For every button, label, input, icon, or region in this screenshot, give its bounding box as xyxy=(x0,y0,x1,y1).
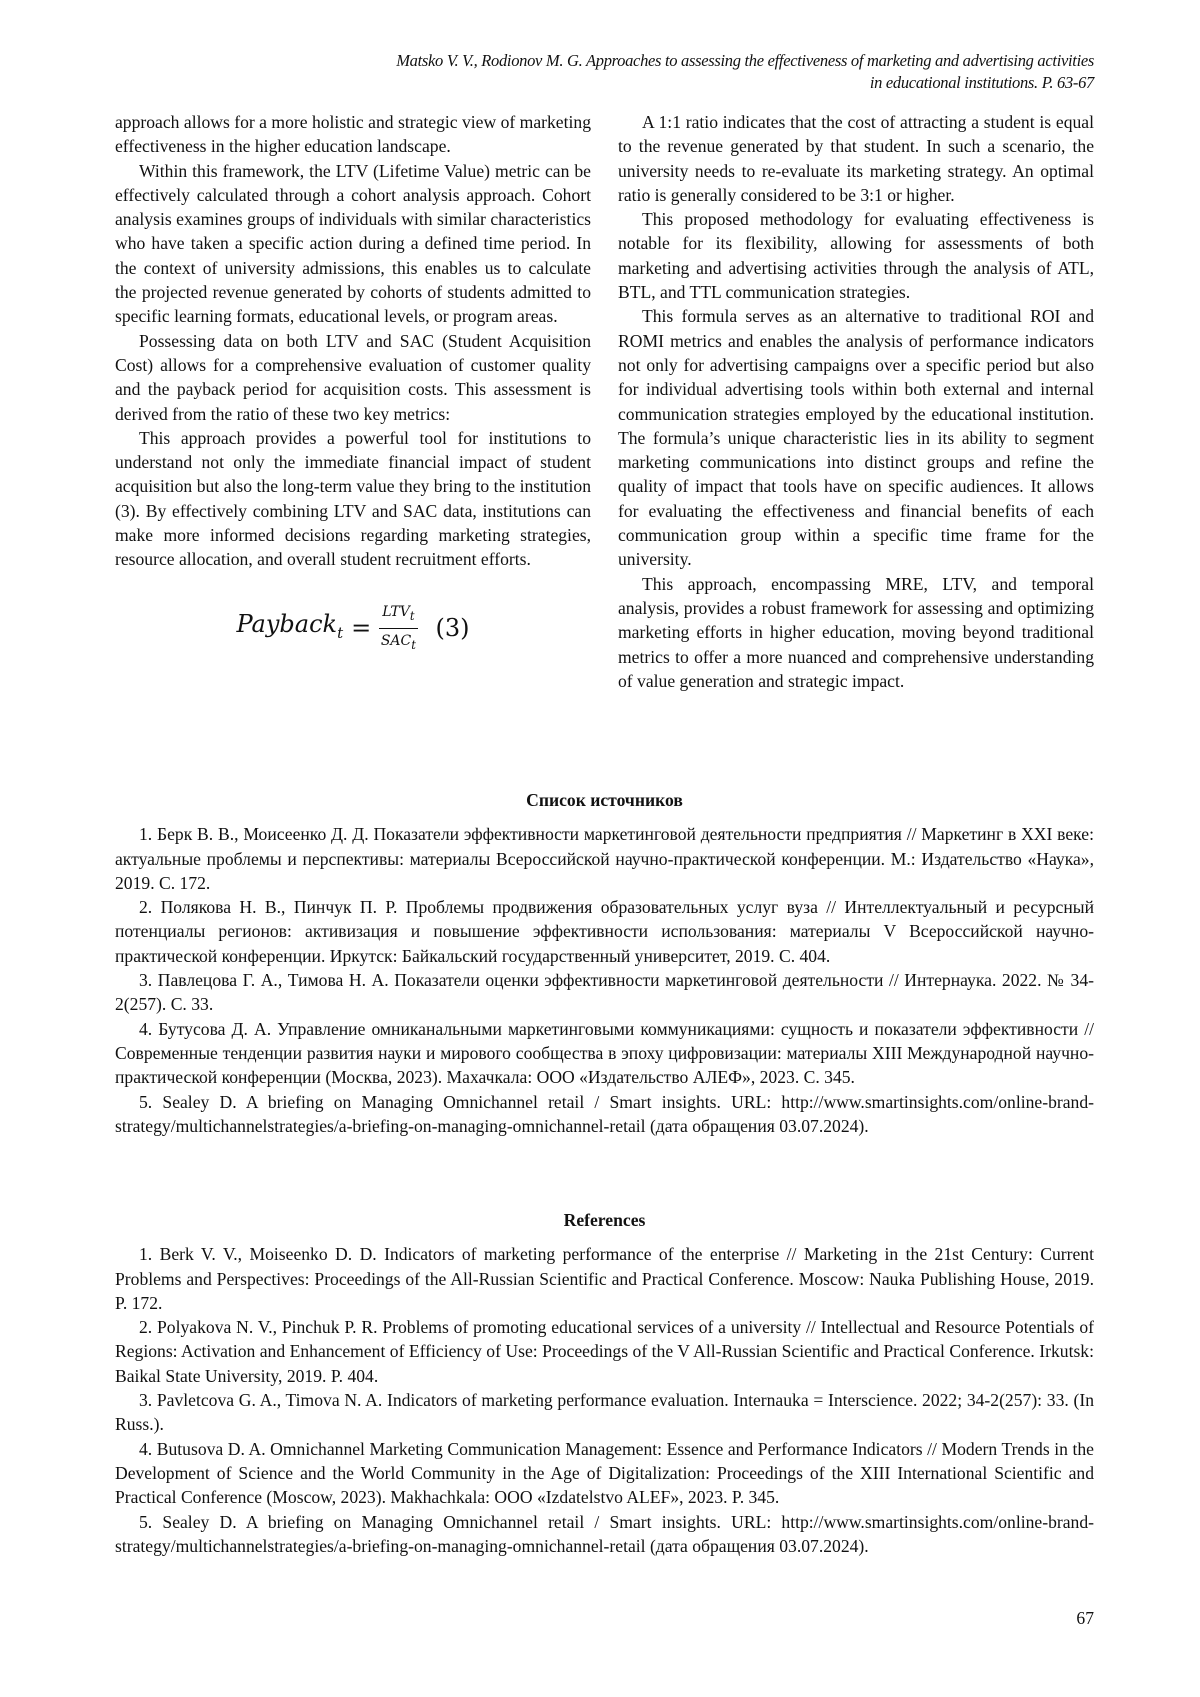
payback-formula: Paybackt = LTVt SACt (3) xyxy=(115,594,591,664)
reference-item: 2. Polyakova N. V., Pinchuk P. R. Problems of promoting educational services of a university // Intellectual and Resource Potentials of Regions: Activation and Enhancement of Efficiency of Use: Proceedings of the V All-Russian Scientific and Practical Conference. Irkutsk: Baikal State University, 2019. P. 404. xyxy=(115,1315,1094,1388)
paragraph: This proposed methodology for evaluating effectiveness is notable for its flexibility, allowing for assessments of both marketing and advertising activities through the analysis of ATL, BTL, and TTL communication strategies. xyxy=(618,207,1094,304)
reference-item: 3. Павлецова Г. А., Тимова Н. А. Показатели оценки эффективности маркетинговой деятельности // Интернаука. 2022. № 34-2(257). С. 33. xyxy=(115,968,1094,1017)
paragraph: A 1:1 ratio indicates that the cost of attracting a student is equal to the revenue generated by that student. In such a scenario, the university needs to re-evaluate its marketing strategy. An optimal ratio is generally considered to be 3:1 or higher. xyxy=(618,110,1094,207)
paragraph: This approach, encompassing MRE, LTV, and temporal analysis, provides a robust framework for assessing and optimizing marketing efforts in higher education, moving beyond traditional metrics to offer a more nuanced and comprehensive understanding of value generation and strategic impact. xyxy=(618,572,1094,693)
paragraph: Within this framework, the LTV (Lifetime Value) metric can be effectively calculated through a cohort analysis approach. Cohort analysis examines groups of individuals with similar characteristics who have taken a specific action during a defined time period. In the context of university admissions, this enables us to calculate the projected revenue generated by cohorts of students admitted to specific learning formats, educational levels, or program areas. xyxy=(115,159,591,329)
references-heading-ru: Список источников xyxy=(115,788,1094,812)
reference-item: 5. Sealey D. A briefing on Managing Omnichannel retail / Smart insights. URL: http://www.smartinsights.com/online-brand-strategy/multichannelstrategies/a-briefing-on-managing-omnichannel-retail (дата обращения 03.07.2024). xyxy=(115,1090,1094,1139)
reference-item: 4. Butusova D. A. Omnichannel Marketing Communication Management: Essence and Performance Indicators // Modern Trends in the Development of Science and the World Community in the Age of Digitalization: Proceedings of the XIII International Scientific and Practical Conference (Moscow, 2023). Makhachkala: OOO «Izdatelstvo ALEF», 2023. P. 345. xyxy=(115,1437,1094,1510)
right-column xyxy=(618,110,1094,693)
left-column xyxy=(115,110,591,693)
reference-item: 1. Берк В. В., Моисеенко Д. Д. Показатели эффективности маркетинговой деятельности предприятия // Маркетинг в XXI веке: актуальные проблемы и перспективы: материалы Всероссийской научно-практической конференции. М.: Издательство «Наука», 2019. С. 172. xyxy=(115,822,1094,895)
reference-item: 4. Бутусова Д. А. Управление омниканальными маркетинговыми коммуникациями: сущность и показатели эффективности // Современные тенденции развития науки и мирового сообщества в эпоху цифровизации: материалы XIII Международной научно-практической конференции (Москва, 2023). Махачкала: ООО «Издательство АЛЕФ», 2023. С. 345. xyxy=(115,1017,1094,1090)
paragraph: This formula serves as an alternative to traditional ROI and ROMI metrics and enables the analysis of performance indicators not only for advertising campaigns over a specific period but also for individual advertising tools within both external and internal communication strategies employed by the educational institution. The formula’s unique characteristic lies in its ability to segment marketing communications into distinct groups and refine the quality of impact that tools have on specific audiences. It allows for evaluating the effectiveness and financial benefits of each communication group within a specific time frame for the university. xyxy=(618,304,1094,571)
running-header-line1: Matsko V. V., Rodionov M. G. Approaches to assessing the effectiveness of marketing and advertising activities xyxy=(396,50,1094,72)
paragraph: approach allows for a more holistic and strategic view of marketing effectiveness in the higher education landscape. xyxy=(115,110,591,159)
two-column-body xyxy=(115,110,1094,693)
running-header-line2: in educational institutions. P. 63-67 xyxy=(396,72,1094,94)
reference-item: 5. Sealey D. A briefing on Managing Omnichannel retail / Smart insights. URL: http://www.smartinsights.com/online-brand-strategy/multichannelstrategies/a-briefing-on-managing-omnichannel-retail (дата обращения 03.07.2024). xyxy=(115,1510,1094,1559)
reference-item: 2. Полякова Н. В., Пинчук П. Р. Проблемы продвижения образовательных услуг вуза // Интеллектуальный и ресурсный потенциалы регионов: активизация и повышение эффективности использования: материалы V Всероссийской научно-практической конференции. Иркутск: Байкальский государственный университет, 2019. С. 404. xyxy=(115,895,1094,968)
reference-item: 1. Berk V. V., Moiseenko D. D. Indicators of marketing performance of the enterprise // Marketing in the 21st Century: Current Problems and Perspectives: Proceedings of the All-Russian Scientific and Practical Conference. Moscow: Nauka Publishing House, 2019. P. 172. xyxy=(115,1242,1094,1315)
english-references xyxy=(115,1208,1094,1558)
reference-item: 3. Pavletcova G. A., Timova N. A. Indicators of marketing performance evaluation. Internauka = Interscience. 2022; 34-2(257): 33. (In Russ.). xyxy=(115,1388,1094,1437)
formula-fraction: LTVt SACt xyxy=(379,600,417,657)
running-header xyxy=(396,50,1094,94)
russian-references xyxy=(115,788,1094,1138)
paragraph: This approach provides a powerful tool for institutions to understand not only the immediate financial impact of student acquisition but also the long-term value they bring to the institution (3). By effectively combining LTV and SAC data, institutions can make more informed decisions regarding marketing strategies, resource allocation, and overall student recruitment efforts. xyxy=(115,426,591,572)
formula-number: (3) xyxy=(436,616,470,640)
formula-lhs: Paybackt xyxy=(236,612,343,645)
references-heading-en: References xyxy=(115,1208,1094,1232)
page-number: 67 xyxy=(1076,1608,1094,1629)
paragraph: Possessing data on both LTV and SAC (Student Acquisition Cost) allows for a comprehensive evaluation of customer quality and the payback period for acquisition costs. This assessment is derived from the ratio of these two key metrics: xyxy=(115,329,591,426)
